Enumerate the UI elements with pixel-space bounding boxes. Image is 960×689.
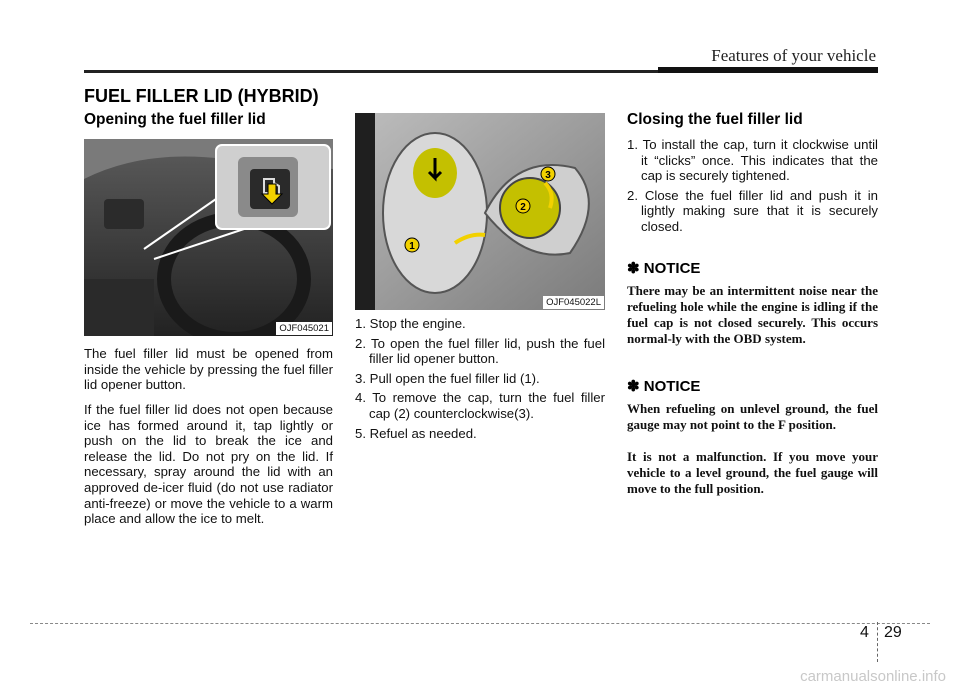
step-3: 3. Pull open the fuel filler lid (1).	[355, 370, 540, 386]
paragraph-1: The fuel filler lid must be opened from inside the vehicle by pressing the fuel filler lid opener button.	[84, 346, 333, 393]
watermark: carmanualsonline.info	[800, 668, 946, 685]
notice-heading-2: ✽ NOTICE	[627, 378, 701, 395]
closing-step-1: 1. To install the cap, turn it clockwise until it “clicks” once. This indicates that the cap is securely tightened.	[627, 137, 878, 184]
section-title: FUEL FILLER LID (HYBRID)	[84, 86, 319, 106]
opening-steps	[355, 316, 605, 445]
header-rule-accent	[658, 67, 878, 73]
subhead-opening: Opening the fuel filler lid	[84, 111, 266, 128]
figure-code: OJF045021	[276, 322, 332, 335]
footer-rule	[30, 623, 930, 624]
notice-text-1: There may be an intermittent noise near the refueling hole while the engine is idling if the fuel cap is not closed securely. This occurs normal-ly with the OBD system.	[627, 283, 878, 346]
callout-1: 1	[409, 241, 415, 252]
step-2: 2. To open the fuel filler lid, push the fuel filler lid opener button.	[355, 335, 605, 367]
fuel-lid-illustration	[355, 113, 605, 310]
closing-step-2: 2. Close the fuel filler lid and push it in lightly making sure that it is securely closed.	[627, 187, 878, 234]
notice-text-2b: It is not a malfunction. If you move your vehicle to a level ground, the fuel gauge will move to the full position.	[627, 449, 878, 496]
paragraph-2: If the fuel filler lid does not open because ice has formed around it, tap lightly or push on the lid to break the ice and release the lid. Do not pry on the lid. If necessary, spray around the lid with an approved de-icer fluid (do not use radiator anti-freeze) or move the vehicle to a warm place and allow the ice to melt.	[84, 402, 333, 527]
header-title: Features of your vehicle	[711, 46, 876, 65]
step-5: 5. Refuel as needed.	[355, 425, 477, 441]
chapter-number: 4	[860, 624, 869, 641]
step-1: 1. Stop the engine.	[355, 316, 466, 331]
step-4: 4. To remove the cap, turn the fuel filler cap (2) counterclockwise(3).	[355, 390, 605, 421]
callout-3: 3	[545, 170, 551, 181]
page-separator	[877, 622, 878, 662]
page-number: 29	[884, 624, 902, 641]
dashboard-illustration	[84, 139, 333, 336]
dashboard-figure	[84, 139, 333, 336]
notice-text-2: When refueling on unlevel ground, the fuel gauge may not point to the F position.	[627, 401, 878, 432]
callout-2: 2	[520, 202, 526, 213]
subhead-closing: Closing the fuel filler lid	[627, 111, 803, 128]
figure-code: OJF045022L	[543, 296, 604, 309]
notice-heading-1: ✽ NOTICE	[627, 260, 701, 277]
fuel-lid-figure	[355, 113, 605, 310]
closing-steps	[627, 137, 878, 239]
